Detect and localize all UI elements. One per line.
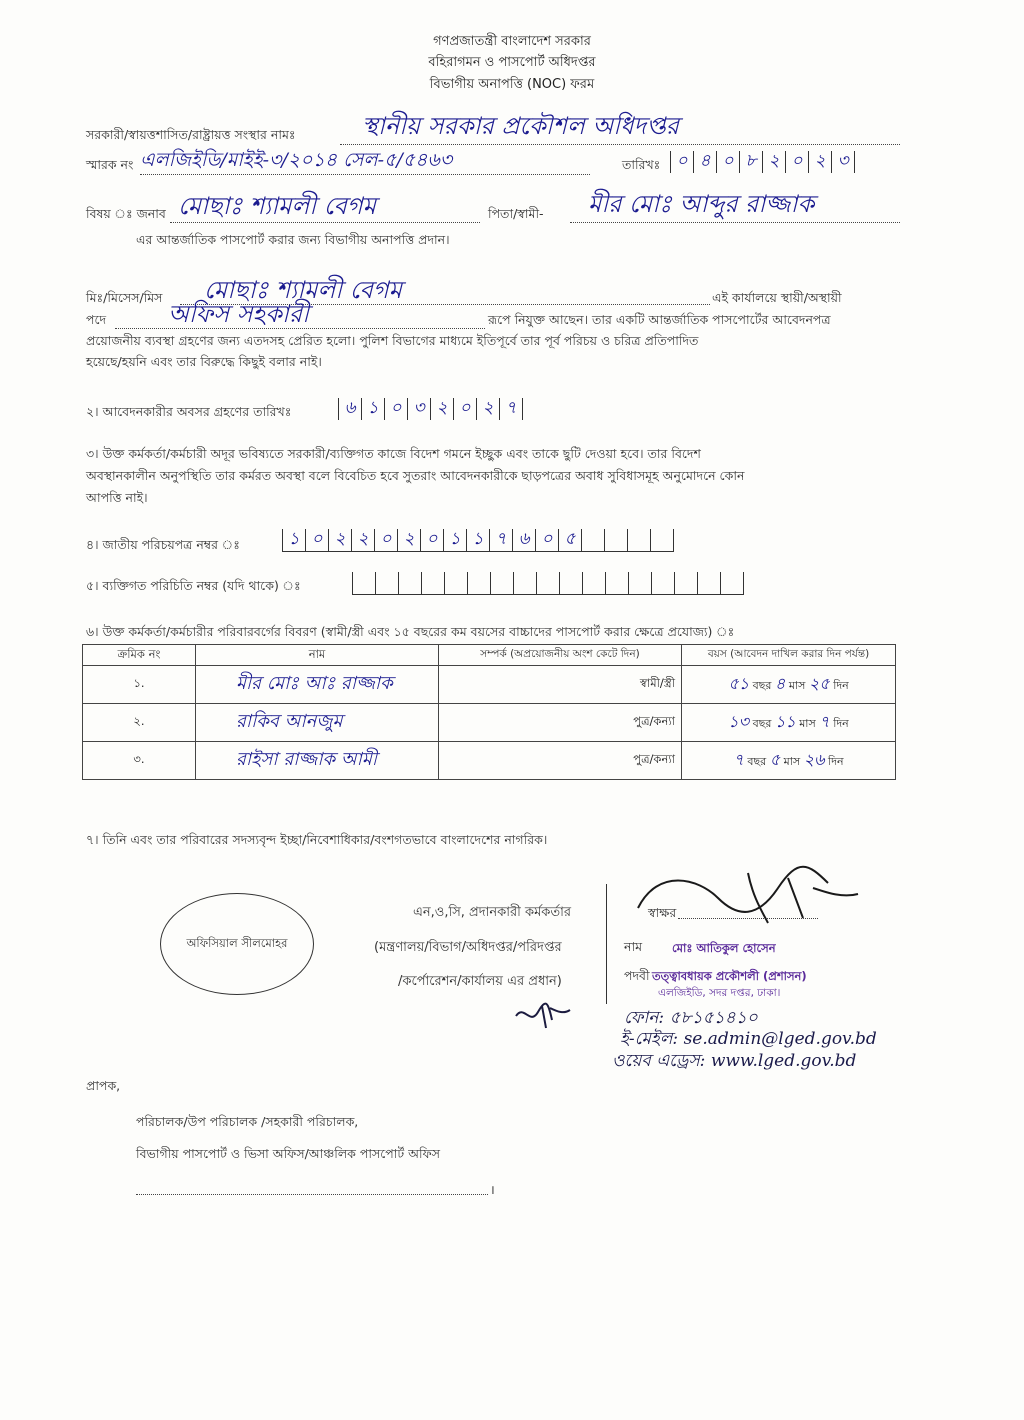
subject-label: বিষয় ঃ জনাব xyxy=(86,206,166,221)
item3-line1: ৩। উক্ত কর্মকর্তা/কর্মচারী অদূর ভবিষ্যতে সরকারী/ব্যক্তিগত কাজে বিদেশ গমনে ইচ্ছুক এবং তাকে ছুটি দেওয়া হবে। তার বিদেশ xyxy=(86,446,701,461)
recipient-line2: বিভাগীয় পাসপোর্ট ও ভিসা অফিস/আঞ্চলিক পাসপোর্ট অফিস xyxy=(136,1146,440,1161)
digit-box xyxy=(581,529,604,551)
table-row xyxy=(83,666,896,704)
row-days: ৭ xyxy=(819,712,830,731)
personal-id-label: ৫। ব্যক্তিগত পরিচিতি নম্বর (যদি থাকে) ঃ xyxy=(86,578,301,593)
para1-line2: রূপে নিযুক্ত আছেন। তার একটি আন্তর্জাতিক পাসপোর্টের আবেদনপত্র xyxy=(488,312,831,327)
row-years: ৭ xyxy=(733,750,744,769)
row-name: রাকিব আনজুম xyxy=(196,704,439,742)
row-years: ১৩ xyxy=(728,712,750,731)
para1-name: মোছাঃ শ্যামলী বেগম xyxy=(204,276,402,304)
row-name: রাইসা রাজ্জাক আমী xyxy=(196,742,439,780)
digit-box: ৬ xyxy=(338,398,361,420)
para1-line3: প্রয়োজনীয় ব্যবস্থা গ্রহণের জন্য এতদসহ প্রেরিত হলো। পুলিশ বিভাগের মাধ্যমে ইতিপূর্বে তার পূর্ব পরিচয় ও চরিত্র প্রতিপাদিত xyxy=(86,333,699,348)
recipient-line1: পরিচালক/উপ পরিচালক /সহকারী পরিচালক, xyxy=(136,1114,359,1129)
digit-box: ১ xyxy=(361,398,384,420)
subject-line2: এর আন্তর্জাতিক পাসপোর্ট করার জন্য বিভাগীয় অনাপত্তি প্রদান। xyxy=(136,232,450,247)
digit-box xyxy=(375,572,398,594)
digit-box: ৫ xyxy=(558,529,581,551)
digit-box: ৩ xyxy=(831,151,855,173)
org-label: সরকারী/স্বায়ত্তশাসিত/রাষ্ট্রায়ত্ত সংস্থার নামঃ xyxy=(86,127,296,142)
digit-box: ৭ xyxy=(499,398,523,420)
digit-box: ৮ xyxy=(739,151,762,173)
row-serial: ১. xyxy=(83,666,196,704)
recipient-label: প্রাপক, xyxy=(86,1078,121,1093)
digit-box xyxy=(650,529,674,551)
year-label: বছর xyxy=(752,679,772,692)
year-label: বছর xyxy=(747,755,767,768)
digit-box xyxy=(697,572,720,594)
post-label: পদে xyxy=(86,312,107,327)
digit-box xyxy=(444,572,467,594)
day-label: দিন xyxy=(833,717,849,730)
digit-box: ১ xyxy=(282,529,305,551)
issuer-line3: /কর্পোরেশন/কার্যালয় এর প্রধান) xyxy=(398,974,562,989)
digit-box: ০ xyxy=(670,151,693,173)
designation-label: পদবী xyxy=(624,968,650,983)
digit-box: ২ xyxy=(762,151,785,173)
year-label: বছর xyxy=(752,717,772,730)
contact-email: ই-মেইল: se.admin@lged.gov.bd xyxy=(620,1029,877,1049)
para1-suffix: এই কার্যালয়ে স্থায়ী/অস্থায়ী xyxy=(712,290,842,305)
header-line-department: বহিরাগমন ও পাসপোর্ট অধিদপ্তর xyxy=(428,55,596,70)
memo-date-label: তারিখঃ xyxy=(622,157,661,172)
digit-box: ০ xyxy=(785,151,808,173)
form-title: বিভাগীয় অনাপত্তি (NOC) ফরম xyxy=(429,77,595,92)
para1-line4: হয়েছে/হয়নি এবং তার বিরুদ্ধে কিছুই বলার নাই। xyxy=(86,354,322,369)
digit-box xyxy=(467,572,490,594)
row-name: মীর মোঃ আঃ রাজ্জাক xyxy=(196,666,439,704)
row-relation: পুত্র/কন্যা xyxy=(439,704,682,742)
official-seal xyxy=(160,893,314,995)
digit-box: ০ xyxy=(305,529,328,551)
issuer-line2: (মন্ত্রণালয়/বিভাগ/অধিদপ্তর/পরিদপ্তর xyxy=(374,940,562,955)
digit-box: ০ xyxy=(384,398,407,420)
nid-label: ৪। জাতীয় পরিচয়পত্র নম্বর ঃ xyxy=(86,537,240,552)
table-row xyxy=(83,742,896,780)
digit-box xyxy=(536,572,559,594)
item3-line3: আপত্তি নাই। xyxy=(86,490,148,505)
recipient-line3-end: । xyxy=(490,1182,495,1197)
month-label: মাস xyxy=(783,755,801,768)
header-line-government: গণপ্রজাতন্ত্রী বাংলাদেশ সরকার xyxy=(433,34,591,49)
digit-box: ১ xyxy=(443,529,466,551)
row-days: ২৫ xyxy=(808,674,830,693)
memo-label: স্মারক নং xyxy=(86,157,134,172)
row-months: ৪ xyxy=(774,674,786,693)
row-months: ৫ xyxy=(769,750,781,769)
contact-phone: ফোন: ৫৮১৫১৪১০ xyxy=(624,1008,758,1028)
col-relation: সম্পর্ক (অপ্রয়োজনীয় অংশ কেটে দিন) xyxy=(439,645,682,666)
seal-text: অফিসিয়াল সীলমোহর xyxy=(186,935,288,950)
digit-box: ১ xyxy=(466,529,489,551)
month-label: মাস xyxy=(799,717,816,730)
col-name: নাম xyxy=(196,645,439,666)
digit-box: ০ xyxy=(453,398,476,420)
digit-box xyxy=(720,572,744,594)
issuer-line1: এন,ও,সি, প্রদানকারী কর্মকর্তার xyxy=(413,905,572,920)
digit-box: ২ xyxy=(351,529,374,551)
row-relation: পুত্র/কন্যা xyxy=(439,742,682,780)
digit-box: ০ xyxy=(716,151,739,173)
stamp-designation: তত্ত্বাবধায়ক প্রকৌশলী (প্রশাসন) xyxy=(652,969,807,983)
retirement-date-boxes xyxy=(338,398,523,420)
day-label: দিন xyxy=(833,679,849,692)
digit-box: ২ xyxy=(476,398,499,420)
digit-box: ২ xyxy=(328,529,351,551)
org-value: স্থানীয় সরকার প্রকৌশল অধিদপ্তর xyxy=(362,112,680,140)
initial-signature-icon xyxy=(512,998,572,1030)
digit-box: ০ xyxy=(535,529,558,551)
personal-id-boxes xyxy=(352,572,744,595)
col-serial: ক্রমিক নং xyxy=(83,645,196,666)
name-label: নাম xyxy=(624,939,643,954)
digit-box xyxy=(352,572,375,594)
digit-box xyxy=(490,572,513,594)
digit-box: ০ xyxy=(374,529,397,551)
row-years: ৫১ xyxy=(728,674,750,693)
family-table xyxy=(82,644,896,780)
father-name: মীর মোঃ আব্দুর রাজ্জাক xyxy=(588,190,815,218)
stamp-name: মোঃ আতিকুল হোসেন xyxy=(672,941,776,955)
digit-box xyxy=(398,572,421,594)
digit-box: ২ xyxy=(808,151,831,173)
row-months: ১১ xyxy=(774,712,796,731)
digit-box xyxy=(627,529,650,551)
row-days: ২৬ xyxy=(803,750,825,769)
retirement-date-label: ২। আবেদনকারীর অবসর গ্রহণের তারিখঃ xyxy=(86,404,292,419)
subject-name: মোছাঃ শ্যামলী বেগম xyxy=(178,192,376,220)
nid-boxes xyxy=(282,529,674,552)
month-label: মাস xyxy=(788,679,806,692)
digit-box: ৭ xyxy=(489,529,512,551)
day-label: দিন xyxy=(828,755,844,768)
post-value: অফিস সহকারী xyxy=(168,300,309,328)
table-row xyxy=(83,704,896,742)
digit-box: ৬ xyxy=(512,529,535,551)
digit-box xyxy=(674,572,697,594)
digit-box: ২ xyxy=(430,398,453,420)
digit-box xyxy=(604,529,627,551)
digit-box: ৪ xyxy=(693,151,716,173)
row-relation: স্বামী/স্ত্রী xyxy=(439,666,682,704)
officer-signature-icon xyxy=(628,858,868,938)
digit-box xyxy=(582,572,605,594)
family-label: ৬। উক্ত কর্মকর্তা/কর্মচারীর পরিবারবর্গের বিবরণ (স্বামী/স্ত্রী এবং ১৫ বছরের কম বয়সের বাচ্চাদের পাসপোর্ট করার ক্ষেত্রে প্রযোজ্য) ঃ xyxy=(86,624,735,639)
memo-value: এলজিইডি/মাইই-৩/২০১৪ সেল-৫/৫৪৬৩ xyxy=(140,149,453,171)
col-age: বয়স (আবেদন দাখিল করার দিন পর্যন্ত) xyxy=(682,645,896,666)
digit-box: ২ xyxy=(397,529,420,551)
digit-box xyxy=(513,572,536,594)
digit-box xyxy=(421,572,444,594)
item3-line2: অবস্থানকালীন অনুপস্থিতি তার কর্মরত অবস্থা বলে বিবেচিত হবে সুতরাং আবেদনকারীকে ছাড়পত্রের অবাধ সুবিধাসমূহ অনুমোদনে কোন xyxy=(86,468,745,483)
signature-label: স্বাক্ষর xyxy=(648,905,677,920)
digit-box xyxy=(559,572,582,594)
para1-prefix: মিঃ/মিসেস/মিস xyxy=(86,290,163,305)
digit-box xyxy=(605,572,628,594)
digit-box: ০ xyxy=(420,529,443,551)
digit-box xyxy=(651,572,674,594)
memo-date-boxes xyxy=(670,151,855,173)
stamp-office: এলজিইডি, সদর দপ্তর, ঢাকা। xyxy=(658,987,781,999)
digit-box: ৩ xyxy=(407,398,430,420)
row-serial: ২. xyxy=(83,704,196,742)
digit-box xyxy=(628,572,651,594)
contact-web: ওয়েব এড্রেস: www.lged.gov.bd xyxy=(612,1051,857,1071)
father-label: পিতা/স্বামী- xyxy=(488,206,544,221)
citizenship-line: ৭। তিনি এবং তার পরিবারের সদস্যবৃন্দ ইচ্ছা/নিবেশাধিকার/বংশগতভাবে বাংলাদেশের নাগরিক। xyxy=(86,832,548,847)
row-serial: ৩. xyxy=(83,742,196,780)
